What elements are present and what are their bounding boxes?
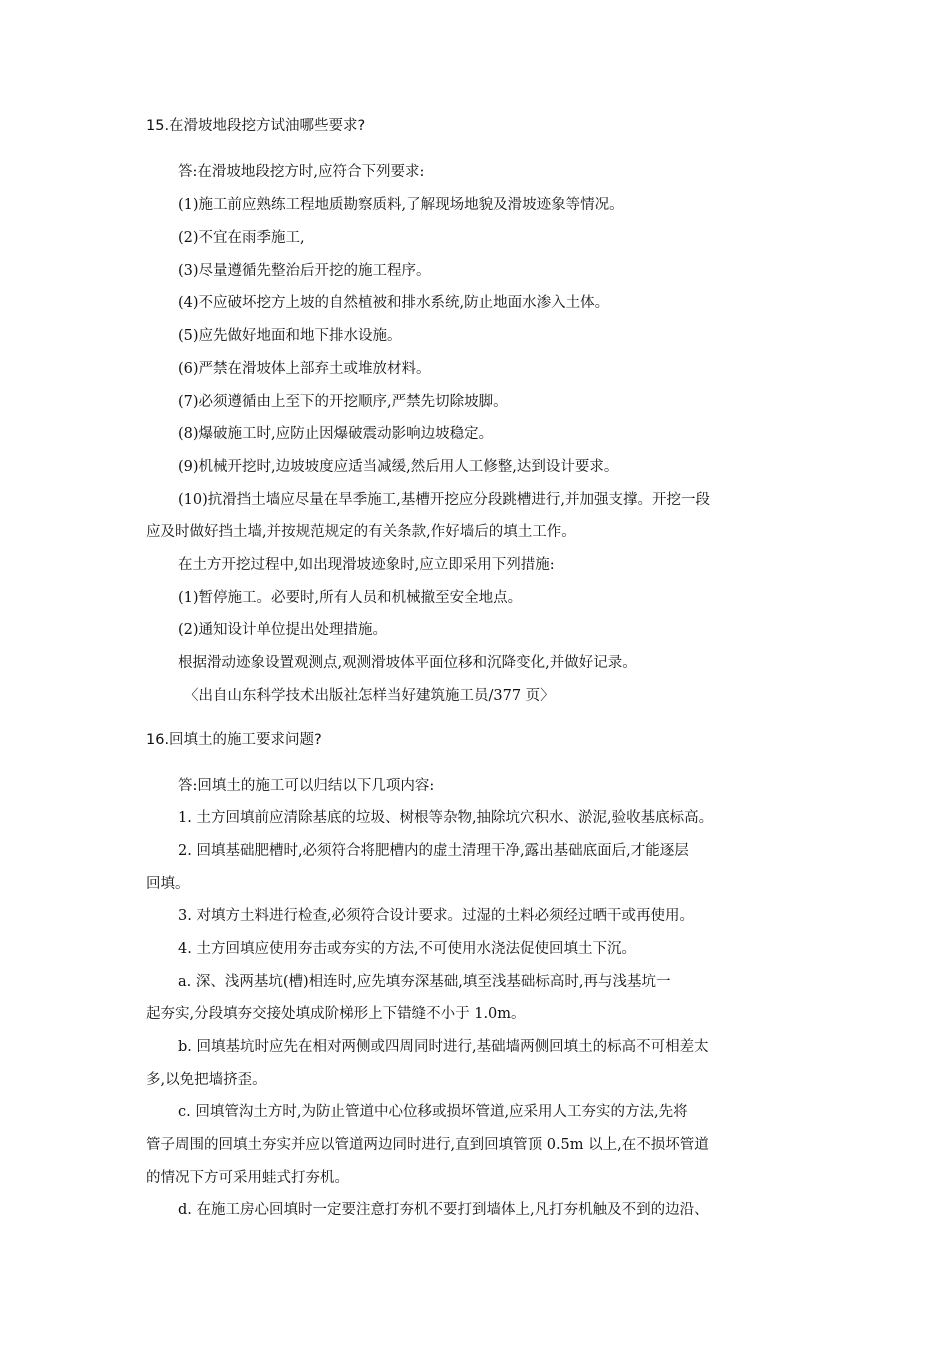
section-16-item-4: 4. 土方回填应使用夯击或夯实的方法,不可使用水浇法促使回填土下沉。 [178, 941, 637, 957]
section-15-item-2: (2)不宜在雨季施工, [178, 230, 305, 246]
section-16-item-1: 1. 土方回填前应清除基底的垃圾、树根等杂物,抽除坑穴积水、淤泥,验收基底标高。 [178, 810, 714, 826]
section-16-item-b-line-2: 多,以免把墙挤歪。 [146, 1072, 267, 1088]
section-16-intro: 答:回填土的施工可以归结以下几项内容: [178, 778, 435, 794]
section-15-item-9: (9)机械开挖时,边坡坡度应适当减缓,然后用人工修整,达到设计要求。 [178, 459, 619, 475]
section-15-item-1: (1)施工前应熟练工程地质勘察质料,了解现场地貌及滑坡迹象等情况。 [178, 197, 624, 213]
section-16-item-c-line-3: 的情况下方可采用蛙式打夯机。 [146, 1170, 349, 1186]
section-16-item-3: 3. 对填方土料进行检查,必须符合设计要求。过湿的土料必须经过晒干或再使用。 [178, 908, 695, 924]
section-16-item-2-line-2: 回填。 [146, 876, 190, 892]
section-15-item-7: (7)必须遵循由上至下的开挖顺序,严禁先切除坡脚。 [178, 394, 508, 410]
section-15-source: 〈出自山东科学技术出版社怎样当好建筑施工员/377 页〉 [184, 688, 555, 704]
section-15-item-4: (4)不应破坏挖方上坡的自然植被和排水系统,防止地面水渗入土体。 [178, 295, 610, 311]
section-15-item-10-line-2: 应及时做好挡土墙,并按规范规定的有关条款,作好墙后的填土工作。 [146, 524, 576, 540]
section-16-title: 16.回填土的施工要求问题? [146, 732, 322, 748]
section-16-item-d-line-1: d. 在施工房心回填时一定要注意打夯机不要打到墙体上,凡打夯机触及不到的边沿、 [178, 1202, 709, 1218]
section-16-item-2-line-1: 2. 回填基础肥槽时,必须符合将肥槽内的虚土清理干净,露出基础底面后,才能逐层 [178, 843, 689, 859]
section-15-measures-intro: 在土方开挖过程中,如出现滑坡迹象时,应立即采用下列措施: [178, 557, 555, 573]
section-16-item-a-line-2: 起夯实,分段填夯交接处填成阶梯形上下错缝不小于 1.0m。 [146, 1006, 526, 1022]
section-15-intro: 答:在滑坡地段挖方时,应符合下列要求: [178, 164, 425, 180]
section-15-measure-2: (2)通知设计单位提出处理措施。 [178, 622, 388, 638]
section-15-title: 15.在滑坡地段挖方试油哪些要求? [146, 118, 366, 134]
section-15-item-10-line-1: (10)抗滑挡土墙应尽量在旱季施工,基槽开挖应分段跳槽进行,并加强支撑。开挖一段 [178, 492, 710, 508]
section-15-item-8: (8)爆破施工时,应防止因爆破震动影响边坡稳定。 [178, 426, 494, 442]
section-15-item-5: (5)应先做好地面和地下排水设施。 [178, 328, 402, 344]
section-16-item-c-line-2: 管子周围的回填土夯实并应以管道两边同时进行,直到回填管顶 0.5m 以上,在不损坏管道 [146, 1137, 709, 1153]
section-15-item-6: (6)严禁在滑坡体上部弃土或堆放材料。 [178, 361, 431, 377]
section-15-observation: 根据滑动迹象设置观测点,观测滑坡体平面位移和沉降变化,并做好记录。 [178, 655, 637, 671]
section-16-item-c-line-1: c. 回填管沟土方时,为防止管道中心位移或损坏管道,应采用人工夯实的方法,先将 [178, 1104, 688, 1120]
section-15-item-3: (3)尽量遵循先整治后开挖的施工程序。 [178, 263, 431, 279]
section-16-item-b-line-1: b. 回填基坑时应先在相对两侧或四周同时进行,基础墙两侧回填土的标高不可相差太 [178, 1039, 709, 1055]
section-16-item-a-line-1: a. 深、浅两基坑(槽)相连时,应先填夯深基础,填至浅基础标高时,再与浅基坑一 [178, 974, 671, 990]
section-15-measure-1: (1)暂停施工。必要时,所有人员和机械撤至安全地点。 [178, 590, 523, 606]
